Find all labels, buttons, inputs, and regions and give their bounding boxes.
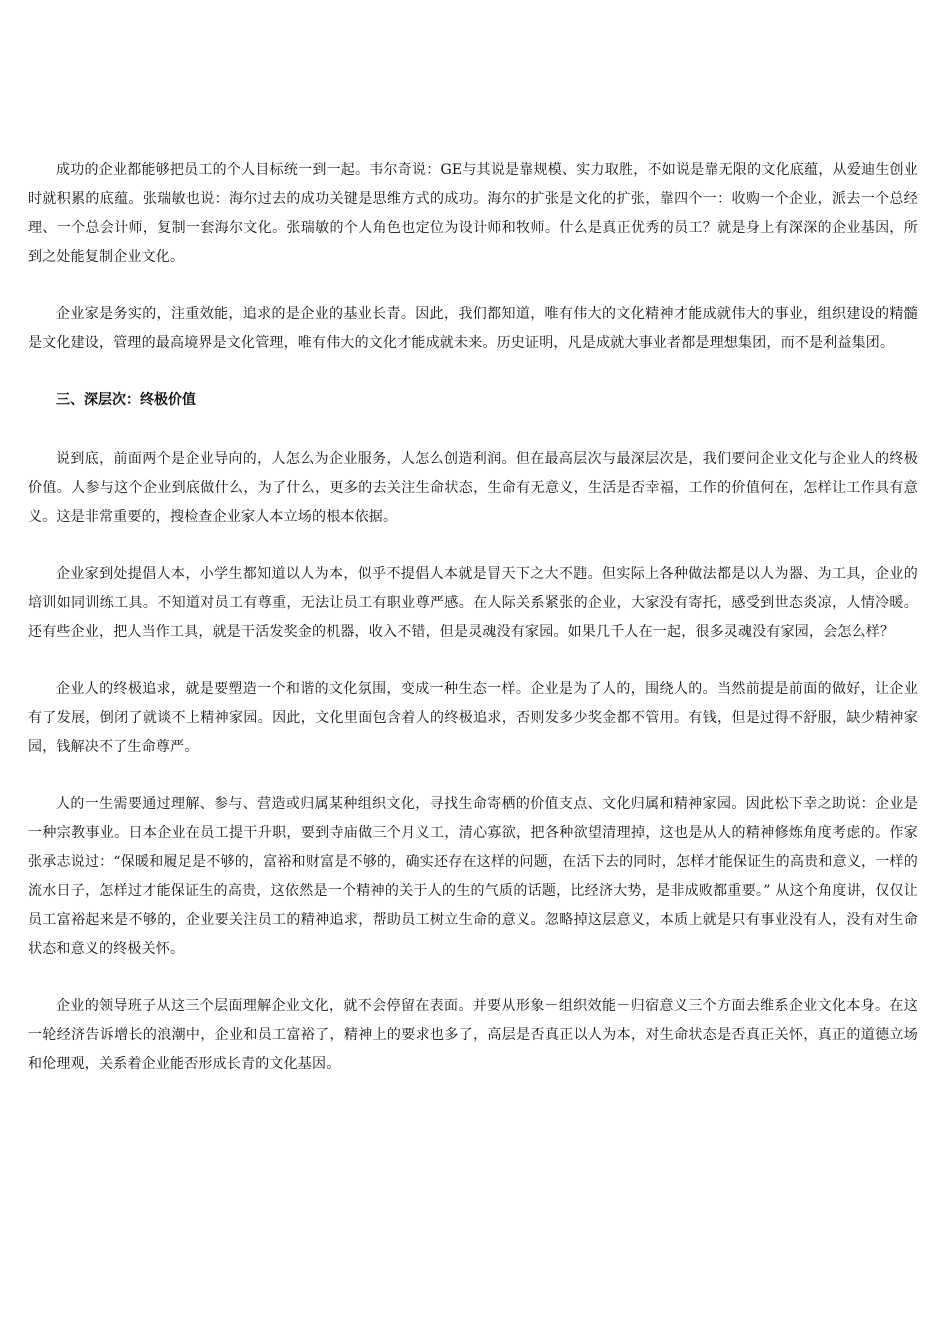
paragraph-4: 企业家到处提倡人本，小学生都知道以人为本，似乎不提倡人本就是冒天下之大不韪。但实际上各种做法都是以人为器、为工具，企业的培训如同训练工具。不知道对员工有尊重，无法让员工有职业尊严感。在人际关系紧张的企业，大家没有寄托，感受到世态炎凉，人情冷暖。还有些企业，把人当作工具，就是干活发奖金的机器，收入不错，但是灵魂没有家园。如果几千人在一起，很多灵魂没有家园，会怎么样？ [28,566,918,640]
paragraph-7: 企业的领导班子从这三个层面理解企业文化，就不会停留在表面。并要从形象－组织效能－归宿意义三个方面去维系企业文化本身。在这一轮经济告诉增长的浪潮中，企业和员工富裕了，精神上的要求也多了，高层是否真正以人为本，对生命状态是否真正关怀，真正的道德立场和伦理观，关系着企业能否形成长青的文化基因。 [28,998,918,1072]
paragraph-6: 人的一生需要通过理解、参与、营造或归属某种组织文化，寻找生命寄栖的价值支点、文化归属和精神家园。因此松下幸之助说：企业是一种宗教事业。日本企业在员工提干升职，要到寺庙做三个月义工，清心寡欲，把各种欲望清理掉，这也是从人的精神修炼角度考虑的。作家张承志说过：“保暖和履足是不够的，富裕和财富是不够的，确实还存在这样的问题，在活下去的同时，怎样才能保证生的高贵和意义，一样的流水日子，怎样过才能保证生的高贵，这依然是一个精神的关于人的生的气质的话题，比经济大势，是非成败都重要。” 从这个角度讲，仅仅让员工富裕起来是不够的，企业要关注员工的精神追求，帮助员工树立生命的意义。忽略掉这层意义，本质上就是只有事业没有人，没有对生命状态和意义的终极关怀。 [28,796,918,957]
paragraph-5: 企业人的终极追求，就是要塑造一个和谐的文化氛围，变成一种生态一样。企业是为了人的，围绕人的。当然前提是前面的做好，让企业有了发展，倒闭了就谈不上精神家园。因此，文化里面包含着人的终极追求，否则发多少奖金都不管用。有钱，但是过得不舒服，缺少精神家园，钱解决不了生命尊严。 [28,681,918,755]
section-heading: 三、深层次：终极价值 [56,392,196,408]
paragraph-2: 企业家是务实的，注重效能，追求的是企业的基业长青。因此，我们都知道，唯有伟大的文化精神才能成就伟大的事业，组织建设的精髓是文化建设，管理的最高境界是文化管理，唯有伟大的文化才能成就未来。历史证明，凡是成就大事业者都是理想集团，而不是利益集团。 [28,306,918,351]
document-page [28,156,918,1107]
paragraph-1: 成功的企业都能够把员工的个人目标统一到一起。韦尔奇说：GE与其说是靠规模、实力取胜，不如说是靠无限的文化底蕴，从爱迪生创业时就积累的底蕴。张瑞敏也说：海尔过去的成功关键是思维方式的成功。海尔的扩张是文化的扩张，靠四个一：收购一个企业，派去一个总经理、一个总会计师，复制一套海尔文化。张瑞敏的个人角色也定位为设计师和牧师。什么是真正优秀的员工？就是身上有深深的企业基因，所到之处能复制企业文化。 [28,162,918,265]
paragraph-3: 说到底，前面两个是企业导向的，人怎么为企业服务，人怎么创造利润。但在最高层次与最深层次是，我们要问企业文化与企业人的终极价值。人参与这个企业到底做什么，为了什么，更多的去关注生命状态，生命有无意义，生活是否幸福，工作的价值何在，怎样让工作具有意义。这是非常重要的，搜检查企业家人本立场的根本依据。 [28,451,918,525]
